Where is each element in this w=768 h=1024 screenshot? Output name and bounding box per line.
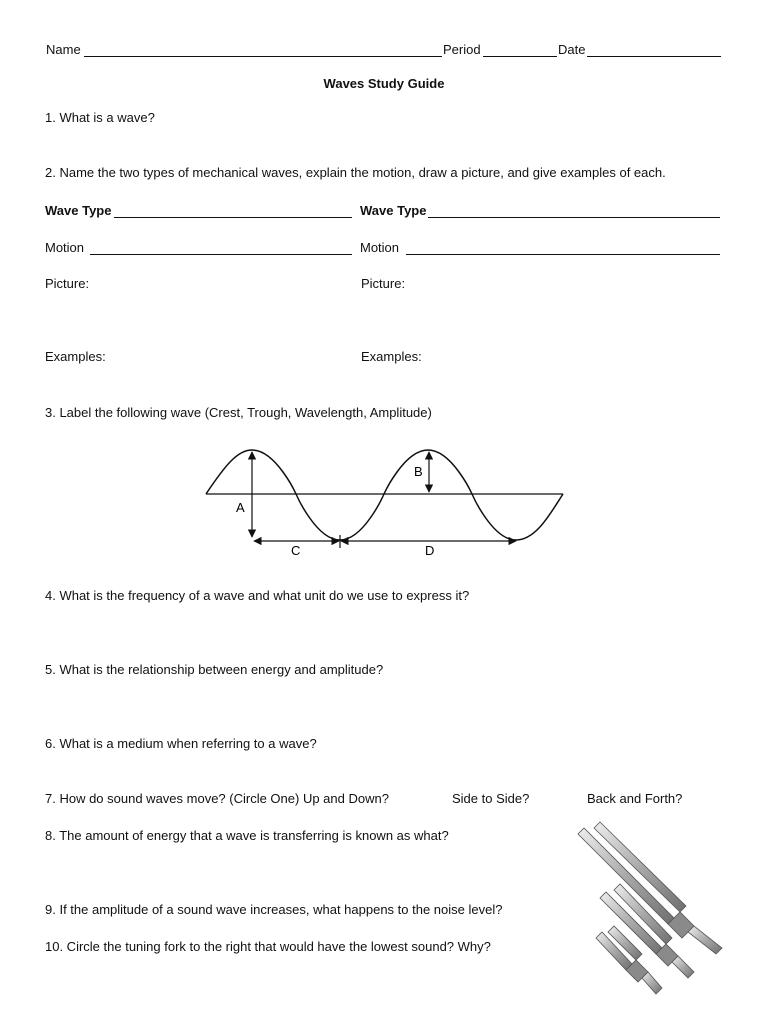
right-examples-label: Examples: [361,349,422,364]
wave-diagram [200,440,570,560]
question-7-option-back[interactable]: Back and Forth? [587,791,683,806]
page-title: Waves Study Guide [323,76,445,91]
question-1: 1. What is a wave? [45,110,155,125]
question-9: 9. If the amplitude of a sound wave increases, what happens to the noise level? [45,902,503,917]
tuning-forks-image[interactable] [570,820,730,995]
question-7-option-side[interactable]: Side to Side? [452,791,530,806]
right-wave-type-label: Wave Type [360,203,427,218]
wave-curve [206,450,563,540]
left-examples-label: Examples: [45,349,106,364]
question-6: 6. What is a medium when referring to a wave? [45,736,317,751]
left-motion-blank[interactable] [90,254,352,255]
right-picture-label: Picture: [361,276,406,291]
label-b: B [414,464,423,479]
question-5: 5. What is the relationship between energy and amplitude? [45,662,384,677]
label-c: C [291,543,301,558]
question-4: 4. What is the frequency of a wave and what unit do we use to express it? [45,588,470,603]
question-2: 2. Name the two types of mechanical waves, explain the motion, draw a picture, and give examples of each. [45,165,666,180]
small-tuning-fork-icon [596,926,662,994]
period-label: Period [443,42,481,57]
date-blank[interactable] [587,56,721,57]
name-blank[interactable] [84,56,442,57]
name-label: Name [46,42,81,57]
question-10: 10. Circle the tuning fork to the right that would have the lowest sound? Why? [45,939,491,954]
date-label: Date [558,42,586,57]
question-3: 3. Label the following wave (Crest, Trough, Wavelength, Amplitude) [45,405,432,420]
question-7: 7. How do sound waves move? (Circle One) Up and Down? [45,791,389,806]
label-d: D [425,543,435,558]
period-blank[interactable] [483,56,557,57]
right-motion-blank[interactable] [406,254,720,255]
left-wave-type-blank[interactable] [114,217,352,218]
label-a: A [236,500,245,515]
left-picture-label: Picture: [45,276,90,291]
left-motion-label: Motion [45,240,85,255]
question-8: 8. The amount of energy that a wave is transferring is known as what? [45,828,449,843]
right-motion-label: Motion [360,240,400,255]
right-wave-type-blank[interactable] [428,217,720,218]
left-wave-type-label: Wave Type [45,203,112,218]
